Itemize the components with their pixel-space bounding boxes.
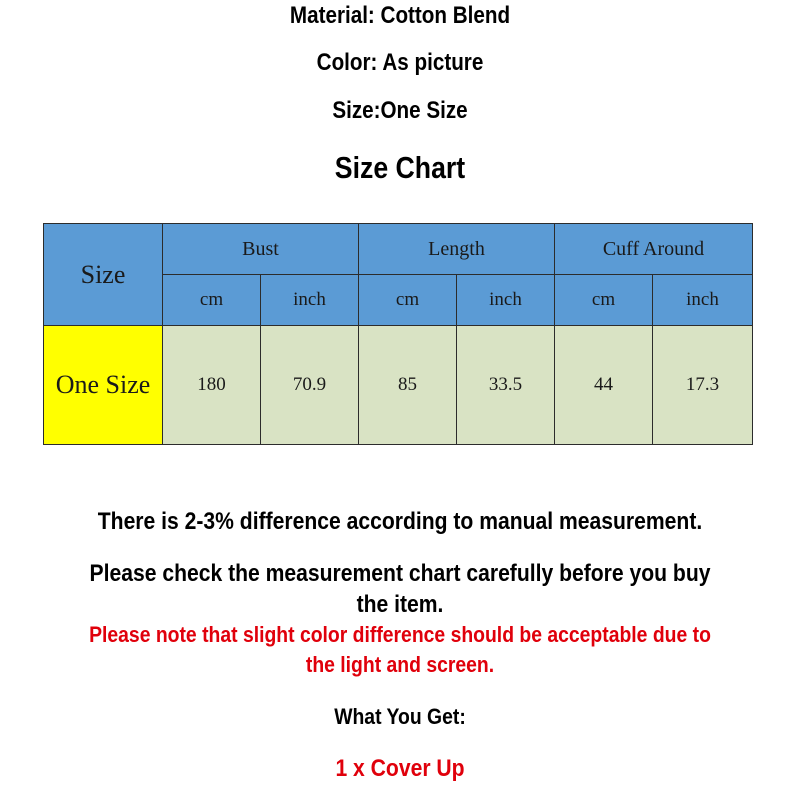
size-text: Size:One Size xyxy=(332,97,468,124)
check-chart-note-line1: Please check the measurement chart carefully before you buy xyxy=(89,560,711,587)
bust-header: Bust xyxy=(163,224,359,275)
unit-header: cm xyxy=(555,275,653,326)
check-chart-note-line2: the item. xyxy=(356,591,444,618)
table-cell: 85 xyxy=(359,326,457,445)
material-text: Material: Cotton Blend xyxy=(289,2,511,29)
table-cell: 17.3 xyxy=(653,326,753,445)
row-label: One Size xyxy=(44,326,163,445)
table-cell: 70.9 xyxy=(261,326,359,445)
size-column-header: Size xyxy=(44,224,163,326)
unit-header: inch xyxy=(457,275,555,326)
table-cell: 180 xyxy=(163,326,261,445)
length-header: Length xyxy=(359,224,555,275)
size-chart-title: Size Chart xyxy=(334,150,466,185)
unit-header: inch xyxy=(653,275,753,326)
package-item: 1 x Cover Up xyxy=(335,755,465,782)
what-you-get-title: What You Get: xyxy=(334,704,466,729)
cuff-around-header: Cuff Around xyxy=(555,224,753,275)
table-cell: 44 xyxy=(555,326,653,445)
size-chart-table xyxy=(43,223,753,445)
color-difference-note-line2: the light and screen. xyxy=(305,652,495,677)
color-text: Color: As picture xyxy=(316,49,484,76)
measurement-difference-note: There is 2-3% difference according to manual measurement. xyxy=(97,508,703,535)
unit-header: cm xyxy=(359,275,457,326)
unit-header: inch xyxy=(261,275,359,326)
color-difference-note-line1: Please note that slight color difference should be acceptable due to xyxy=(89,622,711,647)
table-cell: 33.5 xyxy=(457,326,555,445)
unit-header: cm xyxy=(163,275,261,326)
table-row xyxy=(44,326,753,445)
